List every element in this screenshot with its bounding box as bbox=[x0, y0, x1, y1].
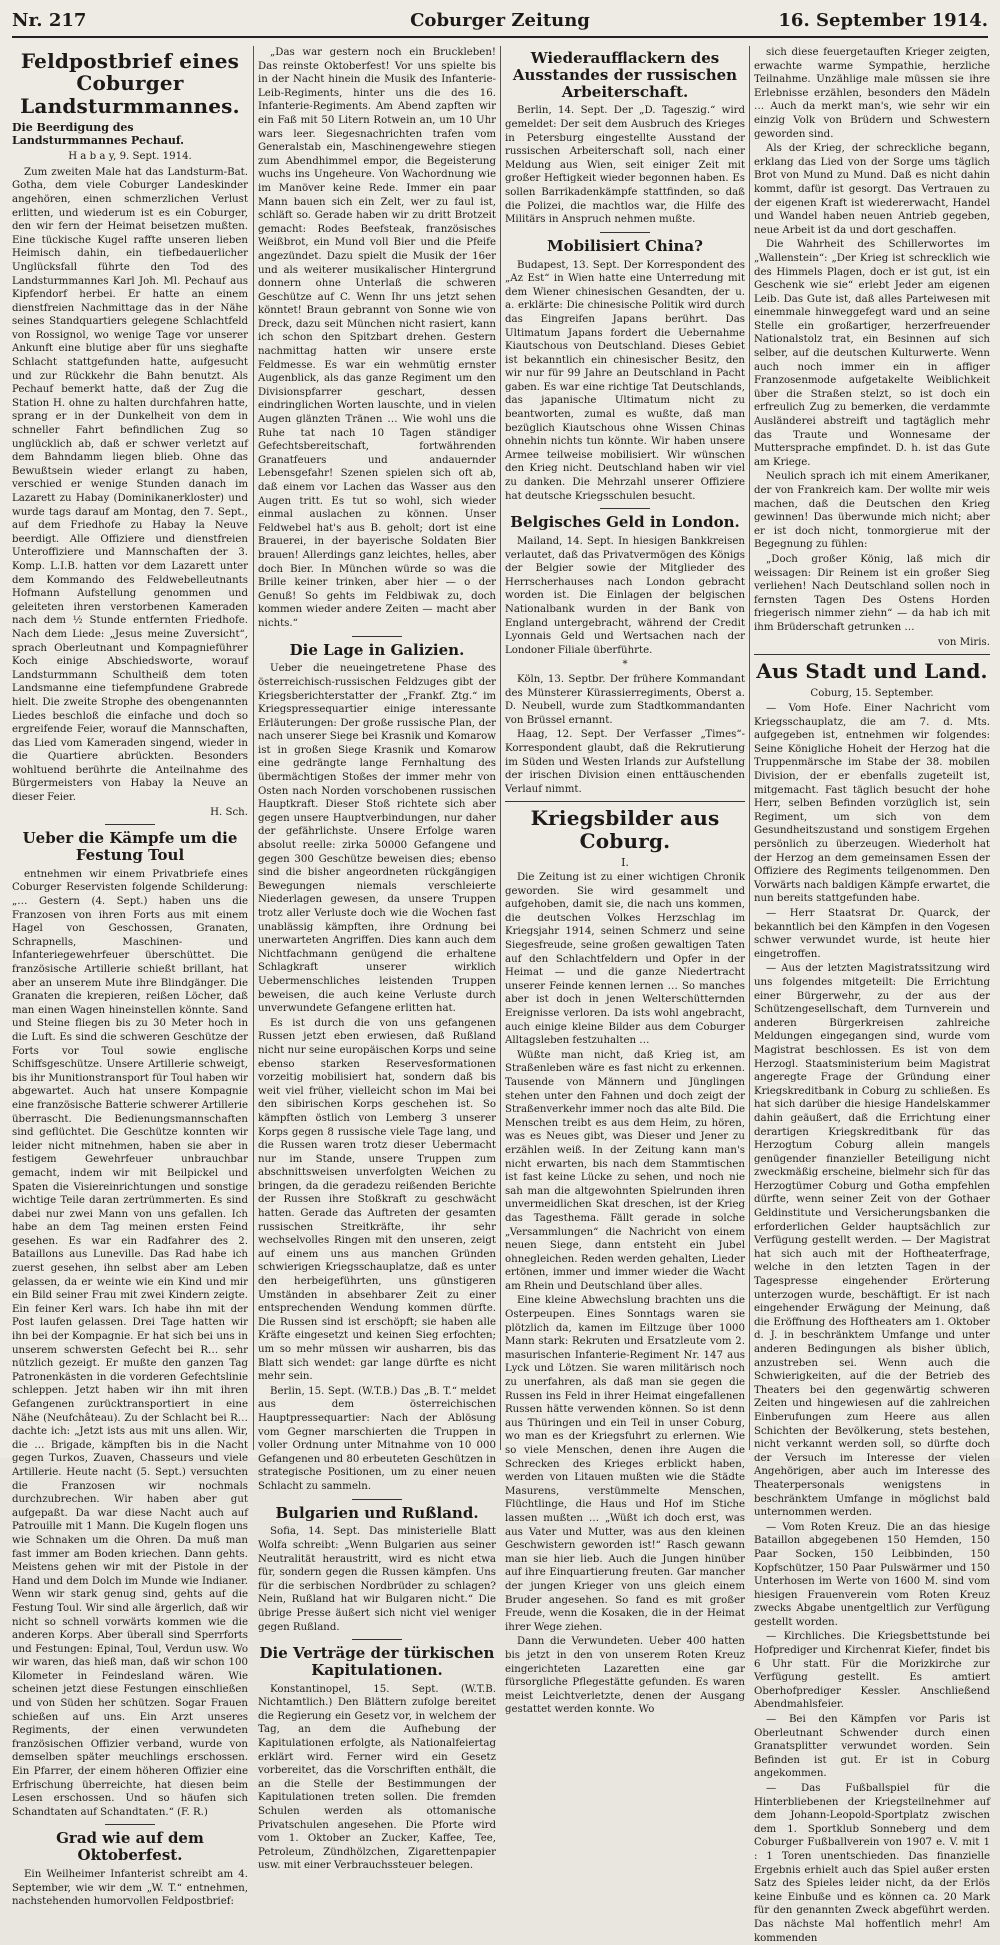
article-paragraph: Als der Krieg, der schreckliche begann, erklang das Lied von der Sorge ums täglich Brot von Mund zu Mund. Daß es nicht dahin kommt, dafür ist gesorgt. Das Vertrauen zu der eigenen Kraft ist wiedererwacht, Handel und Wandel haben neuen Antrieb gegeben, neue Arbeit ist da und dort geschaffen. bbox=[754, 143, 990, 236]
article-headline: Die Verträge der türkischen Kapitulationen. bbox=[259, 1644, 495, 1679]
section-dateline: Coburg, 15. September. bbox=[810, 687, 934, 699]
article-paragraph: Zum zweiten Male hat das Landsturm-Bat. Gotha, dem viele Coburger Landeskinder angehören, einen schmerzlichen Verlust erlitten, und wiederum ist es ein Coburger, den wir fern der Heimat beisetzen mußten. Eine tückische Kugel raffte unseren lieben Heimisch dahin, ein tiefbedauerlicher Unglücksfall führte den Tod des Landsturmmannes Karl Joh. Ml. Pechauf aus Kipfendorf herbei. Er hatte an einem dienstfreien Nachmittage das in der Nähe seines Standquartiers gelegene Schlachtfeld von Rossignol, wo wenige Tage vor unserer Ankunft eine blutige aber für uns sieghafte Schlacht stattgefunden hatte, aufgesucht und zur Rückkehr die Bahn benutzt. Als Pechauf bemerkt hatte, daß der Zug die Station H. ohne zu halten durchfahren hatte, sprang er in der Dunkelheit von dem in schneller Fahrt befindlichen Zug so unglücklich ab, daß er schwer verletzt auf dem Bahndamm liegen blieb. Ohne das Bewußtsein wieder erlangt zu haben, verschied er wenige Stunden danach im Lazarett zu Habay (Dominikanerkloster) und wurde tags darauf am Montag, den 7. Sept., auf dem Friedhofe zu Habay la Neuve beerdigt. Alle Offiziere und dienstfreien Unteroffiziere und Mannschaften der 3. Komp. L.I.B. hatten vor dem Lazarett unter dem Kommando des Feldwebelleutnants Hofmann Aufstellung genommen und geleiteten ihren verstorbenen Kameraden nach dem ½ Stunde entfernten Friedhofe. Nach dem Liede: „Jesus meine Zuversicht“, sprach Oberleutnant und Kompagnieführer Koch einige Abschiedsworte, worauf Landsturmmann Schultheiß dem toten Landsmanne eine tiefempfundene Grabrede hielt. Die zweite Strophe des obengenannten Liedes beschloß die einfache und doch so ergreifende Feier, worauf die Mannschaften, das Lied vom Kameraden singend, wieder in die Quartiere abrückten. Besonders wohltuend berührte die Anteilnahme des Bürgermeisters von Habay la Neuve an dieser Feier. bbox=[12, 166, 248, 804]
article-paragraph: Konstantinopel, 15. Sept. (W.T.B. Nichtamtlich.) Den Blättern zufolge bereitet die Regierung ein Gesetz vor, in welchem der Tag, an dem die Aufhebung der Kapitulationen erfolgte, als Nationalfeiertag erklärt wird. Ferner wird ein Gesetz vorbereitet, das die Vorschriften enthält, die an die Stelle der Bestimmungen der Kapitulationen treten sollen. Die fremden Schulen werden als ottomanische Privatschulen angesehen. Die Pforte wird vom 1. Oktober an Zucker, Kaffee, Tee, Petroleum, Zündhölzchen, Zigarettenpapier usw. mit einer Verbrauchssteuer belegen. bbox=[258, 1683, 496, 1872]
divider bbox=[105, 1824, 155, 1825]
article-paragraph: Berlin, 14. Sept. Der „D. Tageszig.“ wird gemeldet: Der seit dem Ausbruch des Krieges in Petersburg eingestellte Ausstand der russischen Arbeiterschaft soll, nach einer Meldung aus Wien, seit einiger Zeit mit großer Heftigkeit wieder begonnen haben. Es sollen Barrikadenkämpfe stattfinden, so daß die Polizei, die machtlos war, die Hilfe des Militärs in Anspruch nehmen mußte. bbox=[505, 105, 745, 226]
divider bbox=[505, 801, 745, 802]
article-headline: Bulgarien und Rußland. bbox=[275, 1503, 479, 1522]
poem-quote: „Doch großer König, laß mich dir weissagen: Dir Reinem ist ein großer Sieg verliehen! Nach Deutschland sollen noch in fernsten Tagen Des Ostens Horden friegerisch nimmer ziehn“ — da hab ich mit ihm Brüderschaft getrunken … bbox=[754, 553, 990, 633]
news-item: — Kirchliches. Die Kriegsbettstunde bei Hofprediger und Kirchenrat Kiefer, findet bis 6 Uhr statt. Für die Morizkirche zur Verfügung gestellt. Es amtiert Oberhofprediger Kessler. Anschließend Abendmahlsfeier. bbox=[754, 1631, 990, 1711]
article-paragraph: entnehmen wir einem Privatbriefe eines Coburger Reservisten folgende Schilderung: „… Gestern (4. Sept.) haben uns die Franzosen von ihren Forts aus mit einem Hagel von Geschossen, Granaten, Schrapnells, Maschinen- und Infanteriegewehrfeuer überschüttet. Die französische Artillerie schießt brillant, hat aber an unserem Mute ihre Blindgänger. Die Granaten die krepieren, reißen Löcher, daß man einen Wagen hineinstellen könnte. Sand und Steine fliegen bis zu 30 Meter hoch in die Luft. Es sind die schweren Geschütze der Forts vor Toul sowie englische Schiffsgeschütze. Unsere Artillerie schweigt, bis ihr Munitionstransport für Toul haben wir abgewartet. Auch hat unsere Kompagnie eine französische Batterie schwerer Artillerie überrascht. Die Bedienungsmannschaften sind geflüchtet. Die Geschütze konnten wir leider nicht mitnehmen, haben sie aber in festigem Gewehrfeuer unbrauchbar gemacht, indem wir mit Beilpickel und Spaten die Visiereinrichtungen und sonstige wichtige Teile daran zertrümmerten. Es sind dabei nur zwei Mann von uns gefallen. Ich habe an dem Tag meinen ersten Feind gesehen. Es war ein Radfahrer des 2. Bataillons aus Luneville. Das Rad habe ich zuerst gesehen, ihn selbst aber am Leben gelassen, da er weinte wie ein Kind und mir ein Bild seiner Frau mit zwei Kindern zeigte. Ein feiner Kerl wars. Ich habe ihn mit der Post laufen gelassen. Drei Tage hatten wir ihn bei der Kompagnie. Er hat sich bei uns in unserem schwersten Gefecht bei R… sehr nützlich gezeigt. Er mußte den ganzen Tag Patronenkästen in die vorderen Gefechtslinie schleppen. Jetzt haben wir ihn mit ihren Gefangenen zurücktransportiert in eine Nähe (Neufchâteau). Zu der Schlacht bei R… dachte ich: „Jetzt ists aus mit uns allen. Wir, die … Brigade, kämpften bis in die Nacht gegen Turkos, Zuaven, Chasseurs und viele Artillerie. Heute nacht (5. Sept.) versuchten die Franzosen wir nochmals durchzubrechen. Wir haben aber gut aufgepaßt. Da war diese Nacht auch auf Patrouille mit 1 Mann. Die Kugeln flogen uns wie Schnaken um die Ohren. Da muß man fast immer am Boden kriechen. Dann gehts. Meistens gehen wir mit der Pistole in der Hand und dem Dolch im Munde wie Indianer. Wenn wir stark genug sind, gehts auf die Festung Toul. Wir sind alle ärgerlich, daß wir nicht so schnell vorwärts kommen wie die anderen Korps. Aber überall sind Sperrforts und Festungen: Epinal, Toul, Verdun usw. Wo wir waren, das hieß man, daß wir schon 100 Kilometer in Feindesland wären. Wie scheinen jetzt diese Festungen einschließen und von Süden her schützen. Sogar Frauen schießen auf uns. Ein Arzt unseres Regiments, der einen verwundeten französischen Offizier verband, wurde von demselben später meuchlings erschossen. Ein Pfarrer, der einem höheren Offizier eine Erfrischung überreichte, hat diesen beim Lesen erschossen. Und so häufen sich Schandtaten auf Schandtaten.“ (F. R.) bbox=[12, 868, 248, 1818]
article-headline: Wiederaufflackern des Ausstandes der russischen Arbeiterschaft. bbox=[512, 49, 738, 101]
article-paragraph: Ein Weilheimer Infanterist schreibt am 4. September, wie wir dem „W. T.“ entnehmen, nachstehenden humorvollen Feldpostbrief: bbox=[12, 1869, 248, 1908]
article-dateline: H a b a y, 9. Sept. 1914. bbox=[68, 151, 192, 163]
article-headline: Die Lage in Galizien. bbox=[289, 640, 465, 659]
column-divider bbox=[749, 46, 750, 1450]
news-item: — Herr Staatsrat Dr. Quarck, der bekanntlich bei den Kämpfen in den Vogesen schwer verwundet wurde, ist heute hier eingetroffen. bbox=[754, 908, 990, 960]
news-item: — Das Fußballspiel für die Hinterbliebenen der Kriegsteilnehmer auf dem Johann-Leopold-Sportplatz zwischen dem 1. Sportklub Sonneberg und dem Coburger Fußballverein von 1907 e. V. mit 1 : 1 Toren unentschieden. Das finanzielle Ergebnis erhielt auch das Spiel außer ersten Satz des Spieles leider nicht, da der Erlös keine Einbuße und es können ca. 20 Mark für den genannten Zweck abgeführt werden. Das nächste Mal hoffentlich mehr! Am kommenden bbox=[754, 1783, 990, 1944]
news-item: — Bei den Kämpfen vor Paris ist Oberleutnant Schwender durch einen Granatsplitter verwundet worden. Sein Befinden ist gut. Er ist in Coburg angekommen. bbox=[754, 1714, 990, 1780]
article-subhead: Die Beerdigung des Landsturmmannes Pechauf. bbox=[12, 121, 185, 148]
article-headline: Mobilisiert China? bbox=[547, 236, 703, 255]
issue-date: 16. September 1914. bbox=[778, 10, 988, 31]
article-paragraph: Köln, 13. Septbr. Der frühere Kommandant des Münsterer Kürassierregiments, Oberst a. D. Neubell, wurde zum Stadtkommandanten von Brüssel ernannt. bbox=[505, 673, 745, 726]
divider bbox=[352, 1639, 402, 1640]
divider bbox=[352, 636, 402, 637]
article-paragraph: Berlin, 15. Sept. (W.T.B.) Das „B. T.“ meldet aus dem österreichischen Hauptpressequartier: Nach der Ablösung vom Gegner marschierten die Truppen in voller Ordnung unter Mitnahme von 10 000 Gefangenen und 80 erbeuteten Geschützen in strategische Positionen, um zu einer neuen Schlacht zu sammeln. bbox=[258, 1385, 496, 1492]
column-1 bbox=[12, 46, 248, 1908]
article-paragraph: Die Wahrheit des Schillerwortes im „Wallenstein“: „Der Krieg ist schrecklich wie des Himmels Plagen, doch er ist gut, ist ein Geschenk wie sie“ erlebt Jeder am eigenen Leib. Das Gute ist, daß alles Parteiwesen mit einemmale hinweggefegt ward und an seine Stelle ein großartiger, herzerfreuender Nationalstolz trat, ein Besinnen auf sich selber, auf die deutschen Kulturwerte. Wenn auch noch immer ein in affiger Franzosenmode aufgetakelte Weiblichkeit über die Straßen stelzt, so ist doch ein erfreulich Zug zu bemerken, die verdammte Ausländerei abstreift und tagtäglich mehr das Traute und Wonnesame der Muttersprache empfindet. D. h. ist das Gute am Kriege. bbox=[754, 239, 990, 468]
article-headline: Ueber die Kämpfe um die Festung Toul bbox=[22, 829, 238, 865]
divider bbox=[600, 508, 650, 509]
issue-number: Nr. 217 bbox=[12, 10, 87, 31]
article-paragraph: Es ist durch die von uns gefangenen Russen jetzt eben erwiesen, daß Rußland nicht nur seine europäischen Korps und seine ebenso starken Reservesformationen vorzeitig mobilisiert hat, sondern daß bis weit viel früher, vielleicht schon im Mai bei den sibirischen Korps geschehen ist. So kämpften östlich von Lemberg 3 unserer Korps gegen 8 russische viele Tage lang, und die Russen waren trotz dieser Uebermacht nur im Stande, unsere Truppen zum abschnittsweisen unverfolgten Weichen zu bringen, da die geradezu reißenden Berichte der Russen ihre Stoßkraft zu geschwächt hatten. Gerade das Auftreten der gesamten russischen Streitkräfte, ihr sehr wechselvolles Ringen mit den unseren, zeigt auf einem uns aus manchen Gründen schwierigen Kriegsschauplatze, daß es unter den herbeigeführten, uns günstigeren Umständen in absehbarer Zeit zu einer entsprechenden Wendung kommen dürfte. Die Russen sind ist erschöpft; sie haben alle Kräfte eingesetzt und keinen Sieg erfochten; um so mehr müssen wir ausharren, bis das Blatt sich wendet: gar lange dürfte es nicht mehr sein. bbox=[258, 1017, 496, 1383]
column-3 bbox=[505, 46, 745, 1716]
divider bbox=[754, 654, 990, 655]
article-paragraph: Ueber die neueingetretene Phase des österreichisch-russischen Feldzuges gibt der Kriegsberichterstatter der „Frankf. Ztg.“ im Kriegspressequartier einige interessante Erläuterungen: Der große russische Plan, der nach unserer Siege bei Krasnik und Komarow ist in großen Siege Krasnik und Komarow eine gedrängte lange Fernhaltung des übermächtigen Stoßes der immer mehr von Osten nach Norden vorschobenen russischen Hauptkraft. Dieser Stoß richtete sich aber gegen unsere Hauptverbindungen, nur daher der gefährlichste. Unsere Erfolge waren absolut reelle: zirka 50000 Gefangene und gegen 300 Geschütze beweisen dies; ebenso sind die bisher angeordneten rückgängigen Bewegungen niemals verschleierte Niederlagen gewesen, da unsere Truppen trotz aller Verluste doch wie die Wochen fast unablässig kämpften, ihre Ordnung bei unerwarteten Angriffen. Dies kann auch dem Nichtfachmann genügend die erhaltene Schlagkraft unserer wirklich Uebermenschliches leistenden Truppen beweisen, die auch keine Verluste durch unverwundete Gefangene erlitten hat. bbox=[258, 663, 496, 1015]
article-paragraph: Sofia, 14. Sept. Das ministerielle Blatt Wolfa schreibt: „Wenn Bulgarien aus seiner Neutralität heraustritt, wird es nicht etwa für, sondern gegen die Russen kämpfen. Uns für die serbischen Nordbrüder zu schlagen? Nein, Rußland hat wir Bulgaren nicht.“ Die übrige Presse äußert sich nicht viel weniger gegen Rußland. bbox=[258, 1526, 496, 1633]
section-number: I. bbox=[621, 856, 629, 870]
news-item: — Aus der letzten Magistratssitzung wird uns folgendes mitgeteilt: Die Errichtung einer Bürgerwehr, zu der aus der Schützengesellschaft, dem Turnverein und anderen Bürgerkreisen zahlreiche Meldungen eingegangen sind, wurde vom Magistrat beschlossen. Es ist von dem Herzogl. Staatsministerium beim Magistrat angeregte Frage der Gründung einer Kriegskreditbank in Coburg zu schließen. Es hat sich darüber die hiesige Handelskammer dahin geäußert, daß die Errichtung einer derartigen Kriegskreditbank für das Herzogtum Coburg allein mangels genügender finanzieller Beteiligung nicht zweckmäßig erscheine, bielmehr sich für das Herzogtümer Coburg und Gotha empfehlen dürfte, wenn seiner Zeit von der Gothaer Geldinstitute und Versicherungsbanken die erforderlichen Gelder hauptsächlich zur Verfügung gestellt werden. — Der Magistrat hat sich auch mit der Hoftheaterfrage, welche in den letzten Tagen in der Tagespresse eingehender Erörterung unterzogen wurde, beschäftigt. Er ist nach eingehender Erwägung der Meinung, daß die Eröffnung des Hoftheaters am 1. Oktober d. J. in beschränktem Umfange und unter anderen Bedingungen als bisher üblich, anzustreben sei. Wenn auch die Schwierigkeiten, auf die der Betrieb des Theaters bei den gegenwärtig schweren Zeiten und hingewiesen auf die zahlreichen Einberufungen zum Heere aus allen Schichten der Bevölkerung, stets bestehen, nicht verkannt werden soll, so dürfte doch der Versuch im Interesse der vielen Angehörigen, aber auch im Interesse des Theaterpersonals wenigstens in beschränktem Umfange in möglichst bald unternommen werden. bbox=[754, 963, 990, 1519]
article-headline: Belgisches Geld in London. bbox=[510, 513, 740, 532]
separator-star: * bbox=[622, 659, 628, 671]
article-paragraph: Dann die Verwundeten. Ueber 400 hatten bis jetzt in den von unserem Roten Kreuz eingerichteten Lazaretten eine gar fürsorgliche Pflegestätte gefunden. Es waren meist Leichtverletzte, denen der Ausgang gestattet werden konnte. Wo bbox=[505, 1636, 745, 1716]
article-headline: Grad wie auf dem Oktoberfest. bbox=[56, 1829, 204, 1865]
divider bbox=[105, 824, 155, 825]
article-paragraph: Die Zeitung ist zu einer wichtigen Chronik geworden. Sie wird gesammelt und aufgehoben, damit sie, die nach uns kommen, die deutschen Volkes Herzschlag im Kriegsjahr 1914, seinen Schmerz und seine Siegesfreude, seine großen gewaltigen Taten auf den Schlachtfeldern und Opfer in der Heimat — und die ganze Niedertracht unserer Feinde kennen lernen … So manches aber ist doch in jenen Welterschütternden Ereignisse verloren. Da ists wohl angebracht, auch einige kleine Bilder aus dem Coburger Alltagsleben festzuhalten … bbox=[505, 872, 745, 1047]
article-paragraph: Mailand, 14. Sept. In hiesigen Bankkreisen verlautet, daß das Privatvermögen des Königs der Belgier sowie der Mitglieder des Herrscherhauses nach London gebracht worden ist. Die Einlagen der belgischen Nationalbank wurden in der Bank von England untergebracht, während der Credit Lyonnais Geld und Wertsachen nach der Londoner Filiale überführte. bbox=[505, 536, 745, 656]
paper-title: Coburger Zeitung bbox=[410, 10, 590, 31]
news-item: — Vom Roten Kreuz. Die an das hiesige Bataillon abgegebenen 150 Hemden, 150 Paar Socken, 150 Leibbinden, 150 Kopfschützer, 150 Paar Pulswärmer und 150 Unterhosen im Werte von 1600 M. sind vom hiesigen Frauenverein vom Roten Kreuz zwecks Abgabe unentgeltlich zur Verfügung gestellt worden. bbox=[754, 1521, 990, 1628]
section-headline: Aus Stadt und Land. bbox=[756, 659, 988, 684]
article-headline: Kriegsbilder aus Coburg. bbox=[530, 806, 720, 853]
news-item: — Vom Hofe. Einer Nachricht vom Kriegsschauplatz, die am 7. d. Mts. aufgegeben ist, entnehmen wir folgendes: Seine Königliche Hoheit der Herzog hat die Truppenmärsche im Stabe der 38. mobilen Division, der er ebenfalls zugeteilt ist, mitgemacht. Fast täglich besucht der hohe Herr, selben Befinden vorzüglich ist, sein Regiment, um sich von dem Gesundheitszustand und sonstigem Ergehen persönlich zu überzeugen. Wiederholt hat der Herzog an dem gemeinsamen Essen der Offiziere des Regiments teilgenommen. Den Vorwärts nach baldigen Kämpfe erwartet, die nun bereits stattgefunden habe. bbox=[754, 703, 990, 905]
column-4 bbox=[754, 46, 990, 1944]
article-paragraph: sich diese feuergetauften Krieger zeigten, erwachte warme Sympathie, herzliche Teilnahme. Unzählige male müssen sie ihre Erlebnisse erzählen, besonders den Mädeln … Auch da merkt man's, wie sehr wir ein einzig Volk von Brüdern und Schwestern geworden sind. bbox=[754, 47, 990, 140]
column-2 bbox=[258, 46, 496, 1872]
article-paragraph: Haag, 12. Sept. Der Verfasser „Times“-Korrespondent glaubt, daß die Rekrutierung im Süden und Westen Irlands zur Aufstellung der irischen Division einen enttäuschenden Verlauf nimmt. bbox=[505, 729, 745, 795]
article-paragraph: Neulich sprach ich mit einem Amerikaner, der von Frankreich kam. Der wollte mir weis machen, daß die Deutschen den Krieg gewinnen! Das überwunde mich nicht; aber er ist doch nicht, tonmorgierue mit der Begegnung zu fühlen: bbox=[754, 471, 990, 551]
column-divider bbox=[500, 46, 501, 1450]
article-headline: Feldpostbrief eines Coburger Landsturmmannes. bbox=[20, 49, 240, 118]
article-paragraph: Budapest, 13. Sept. Der Korrespondent des „Az Est“ in Wien hatte eine Unterredung mit dem Wiener chinesischen Gesandten, der u. a. erklärte: Die chinesische Politik wird durch das Eingreifen Japans berührt. Das Ultimatum Japans fordert die Uebernahme Kiautschous von Deutschland. Dieses Gebiet ist bekanntlich ein chinesischer Besitz, den wir nur für 99 Jahre an Deutschland in Pacht gaben. Es war eine richtige Tat Deutschlands, das japanische Ultimatum nicht zu beantworten, zumal es wußte, daß man bezüglich Kiautschous ohne Wissen Chinas ohnehin nichts tun könnte. Wir haben unsere Armee teilweise mobilisiert. Wir wünschen den Krieg nicht. Deutschland haben wir viel zu danken. Die Mehrzahl unserer Offiziere hat deutsche Kriegsschulen besucht. bbox=[505, 259, 745, 502]
divider bbox=[600, 232, 650, 233]
article-paragraph: Wüßte man nicht, daß Krieg ist, am Straßenleben wäre es fast nicht zu erkennen. Tausende von Männern und Jünglingen stehen unter den Fahnen und doch zeigt der Straßenverkehr immer noch das alte Bild. Die Menschen treibt es aus dem Heim, zu hören, was es Neues gibt, was Dieser und Jener zu erzählen weiß. In der Zeitung kann man's nicht erwarten, bis nach dem Stammtischen ist fast keine Lücke zu sehen, und noch nie sah man die altgewohnten Spielrunden ihren unvermeidlichen Skat dreschen, ist der Krieg das Tagesthema. Fällt gerade in solche „Versammlungen“ die Nachricht von einem neuen Siege, dann entsteht ein Jubel ohnegleichen. Reden werden gehalten, Lieder ertönen, immer und immer wieder die Wacht am Rhein und Deutschland über alles. bbox=[505, 1049, 745, 1292]
divider bbox=[352, 1499, 402, 1500]
masthead-rule bbox=[12, 36, 988, 38]
article-signature: H. Sch. bbox=[210, 806, 248, 818]
column-divider bbox=[253, 46, 254, 1450]
article-paragraph: „Das war gestern noch ein Bruckleben! Das reinste Oktoberfest! Vor uns spielte bis in der Nacht hinein die Musik des Infanterie-Leib-Regiments, hinter uns die des 16. Infanterie-Regiments. Am Abend zapften wir ein Faß mit 50 Litern Rotwein an, um 10 Uhr wars leer. Siegesnachrichten trafen vom Generalstab ein, Maschinengewehre stiegen zum Abendhimmel empor, die Begeisterung wuchs ins Ungeheure. Von Wachordnung wie im Manöver keine Rede. Immer ein paar Mann bauen sich ein Zelt, wer zu faul ist, schläft so. Gerade haben wir zu dritt Brotzeit gemacht: Rodes Beefsteak, französisches Weißbrot, ein Mund voll Bier und die Pfeife angezündet. Dazu spielt die Musik der 16er und als weiterer musikalischer Hintergrund donnern ohne Unterlaß die schweren Geschütze auf C. Wenn Ihr uns jetzt sehen könntet! Braun gebrannt von Sonne wie von Dreck, dazu seit München nicht rasiert, kann ich schon den Spitzbart drehen. Gestern nachmittag hatten wir unsere erste Feldmesse. Es war ein wehmütig ernster Augenblick, als das ganze Regiment um den Divisionspfarrer geschart, dessen eindringlichen Worten lauschte, und in vielen Augen glänzten Tränen … Wie wohl uns die Ruhe tat nach 10 Tagen ständiger Gefechtsbereitschaft, fortwährenden Granatfeuers und andauernder Lebensgefahr! Szenen spielen sich oft ab, daß einem vor Lachen das Wasser aus den Augen tritt. Es tut so wohl, sich wieder einmal auslachen zu können. Unser Feldwebel hat's aus B. geholt; dort ist eine Brauerei, in der bayerische Soldaten Bier brauen! Allerdings ganz leichtes, helles, aber doch Bier. In München würde so was die Brille keiner trinken, aber hier — o der Genuß! So gehts im Feldbiwak zu, doch kommen wieder andere Zeiten — macht aber nichts.“ bbox=[258, 47, 496, 629]
article-paragraph: Eine kleine Abwechslung brachten uns die Osterpeupen. Eines Sonntags waren sie plötzlich da, kamen im Eiltzuge über 1000 Mann stark: Rekruten und Ersatzleute vom 2. masurischen Infanterie-Regiment Nr. 147 aus Lyck und Lötzen. Sie waren militärisch noch zu unerfahren, als daß man sie gegen die Russen ins Feld in ihrer Heimat eingefallenen Russen hätte verwenden können. So ist denn aus Thüringen und ein Teil in unser Coburg, wo man es der Kriegsfuhrt zu erlernen. Wie so viele Menschen, denen ihre Augen die Schrecken des Krieges erblickt haben, werden von Litauen mußten wie die Städte Masurens, verstümmelte Menschen, Flüchtlinge, die Haus und Hof im Stiche lassen mußten … „Wüßt ich doch erst, was aus Vater und Mutter, was aus den kleinen Geschwistern geworden ist!“ Rasch gewann man sie hier lieb. Auch die Jungen hinüber auf ihre Einquartierung freuten. Gar mancher der jungen Krieger von uns gleich einem Bruder angesehen. So fand es mit großer Freude, wenn die Kosaken, die in der Heimat ihrer Wege ziehen. bbox=[505, 1295, 745, 1633]
article-signature: von Miris. bbox=[938, 636, 990, 648]
